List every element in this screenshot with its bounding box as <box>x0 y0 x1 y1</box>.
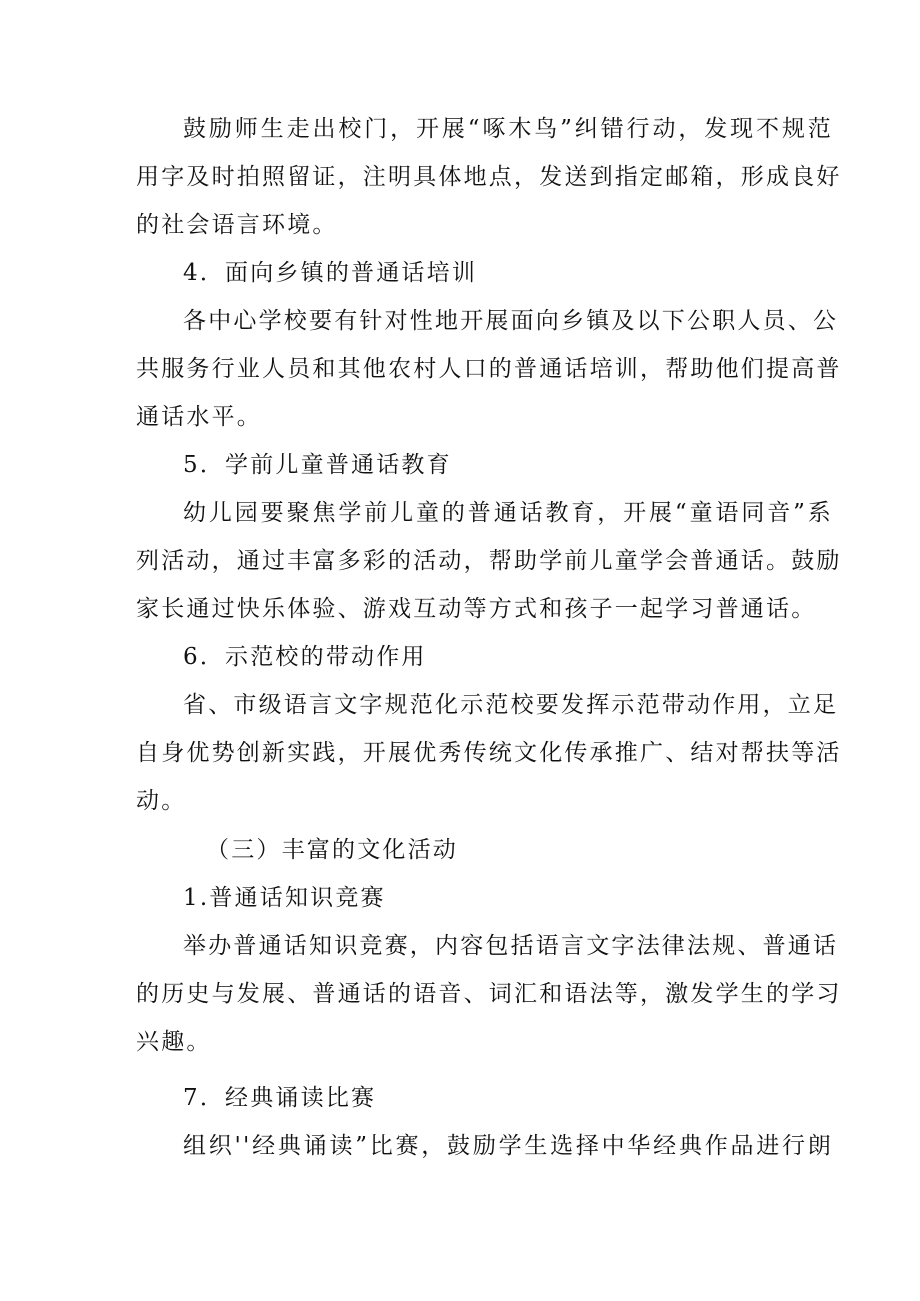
section-title: （三）丰富的文化活动 <box>206 837 458 863</box>
section-heading: 4．面向乡镇的普通话培训 <box>183 260 478 286</box>
section-heading: 7．经典诵读比赛 <box>183 1085 377 1111</box>
paragraph-line: 自身优势创新实践，开展优秀传统文化传承推广、结对帮扶等活 <box>136 740 842 766</box>
paragraph-line: 共服务行业人员和其他农村人口的普通话培训，帮助他们提高普 <box>136 356 842 382</box>
paragraph-line: 兴趣。 <box>136 1029 212 1055</box>
paragraph-line: 家长通过快乐体验、游戏互动等方式和孩子一起学习普通话。 <box>136 596 817 622</box>
paragraph-line: 列活动，通过丰富多彩的活动，帮助学前儿童学会普通话。鼓励 <box>136 548 842 574</box>
paragraph-line: 通话水平。 <box>136 404 262 430</box>
section-heading: 1.普通话知识竞赛 <box>183 885 386 911</box>
paragraph-line: 省、市级语言文字规范化示范校要发挥示范带动作用，立足 <box>183 692 839 718</box>
paragraph-line: 鼓励师生走出校门，开展“啄木鸟”纠错行动，发现不规范 <box>183 116 833 142</box>
paragraph-line: 用字及时拍照留证，注明具体地点，发送到指定邮箱，形成良好 <box>136 164 842 190</box>
section-heading: 6．示范校的带动作用 <box>183 644 427 670</box>
paragraph-line: 动。 <box>136 788 187 814</box>
paragraph-line: 组织''经典诵读”比赛，鼓励学生选择中华经典作品进行朗 <box>183 1133 833 1159</box>
paragraph-line: 的历史与发展、普通话的语音、词汇和语法等，激发学生的学习 <box>136 981 842 1007</box>
paragraph-line: 各中心学校要有针对性地开展面向乡镇及以下公职人员、公 <box>183 308 839 334</box>
section-heading: 5．学前儿童普通话教育 <box>183 452 452 478</box>
paragraph-line: 的社会语言环境。 <box>136 212 338 238</box>
paragraph-line: 举办普通话知识竞赛，内容包括语言文字法律法规、普通话 <box>183 933 839 959</box>
paragraph-line: 幼儿园要聚焦学前儿童的普通话教育，开展“童语同音”系 <box>183 500 833 526</box>
